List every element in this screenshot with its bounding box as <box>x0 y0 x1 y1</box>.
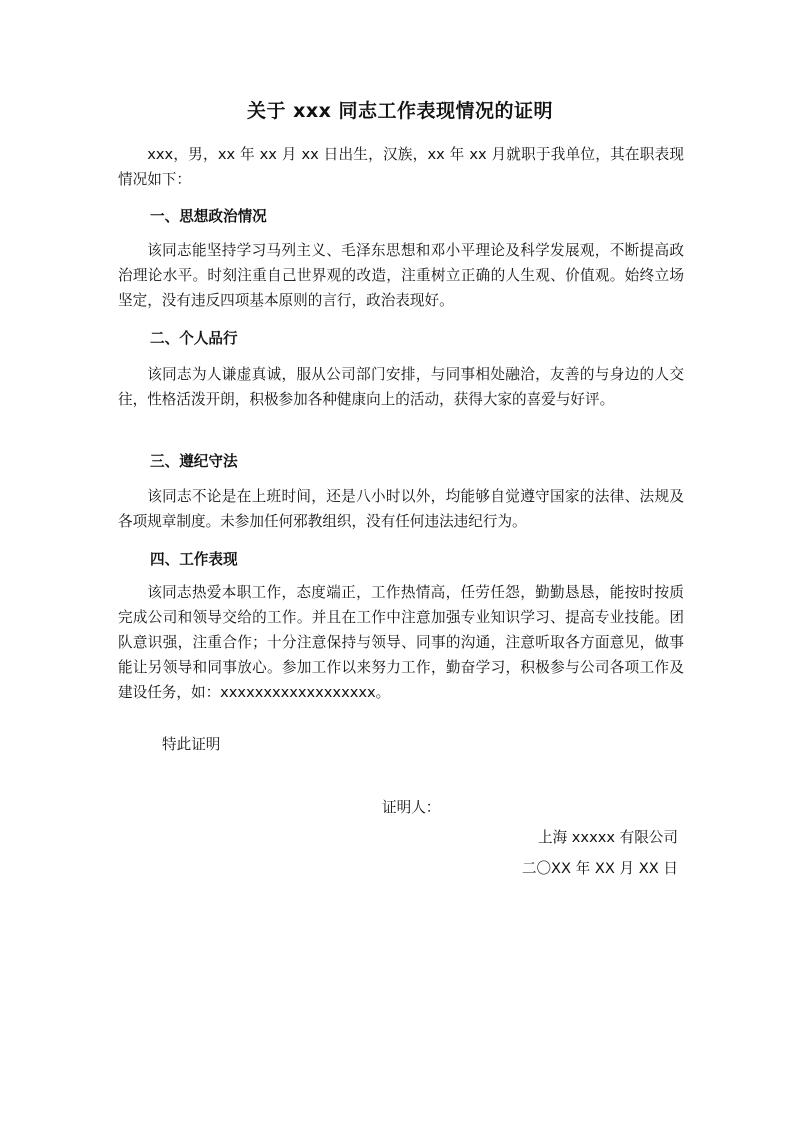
document-date: 二〇XX 年 XX 月 XX 日 <box>521 860 678 877</box>
section-body-character: 该同志为人谦虚真诚，服从公司部门安排，与同事相处融洽，友善的与身边的人交往，性格活泼开朗，积极参加各种健康向上的活动，获得大家的喜爱与好评。 <box>118 366 684 408</box>
section-heading-politics: 一、思想政治情况 <box>150 208 267 225</box>
section-heading-character: 二、个人品行 <box>150 330 238 347</box>
section-heading-discipline: 三、遵纪守法 <box>150 453 238 470</box>
section-body-discipline: 该同志不论是在上班时间，还是八小时以外，均能够自觉遵守国家的法律、法规及各项规章制度。未参加任何邪教组织，没有任何违法违纪行为。 <box>118 488 684 530</box>
section-body-politics: 该同志能坚持学习马列主义、毛泽东思想和邓小平理论及科学发展观，不断提高政治理论水平。时刻注重自己世界观的改造，注重树立正确的人生观、价值观。始终立场坚定，没有违反四项基本原则的言行，政治表现好。 <box>118 242 684 309</box>
section-heading-work: 四、工作表现 <box>150 551 238 568</box>
company-name: 上海 xxxxx 有限公司 <box>537 829 678 846</box>
document-title: 关于 xxx 同志工作表现情况的证明 <box>247 100 553 122</box>
closing-statement: 特此证明 <box>162 736 221 753</box>
certifier-label: 证明人： <box>382 799 441 816</box>
section-body-work: 该同志热爱本职工作，态度端正，工作热情高，任劳任怨，勤勤恳恳，能按时按质完成公司和领导交给的工作。并且在工作中注意加强专业知识学习、提高专业技能。团队意识强，注重合作；十分注意保持与领导、同事的沟通，注意听取各方面意见，做事能让另领导和同事放心。参加工作以来努力工作，勤奋学习，积极参与公司各项工作及建设任务，如：xxxxxxxxxxxxxxxxxx。 <box>118 584 684 701</box>
intro-paragraph: xxx，男，xx 年 xx 月 xx 日出生，汉族，xx 年 xx 月就职于我单位，其在职表现情况如下： <box>118 146 684 188</box>
